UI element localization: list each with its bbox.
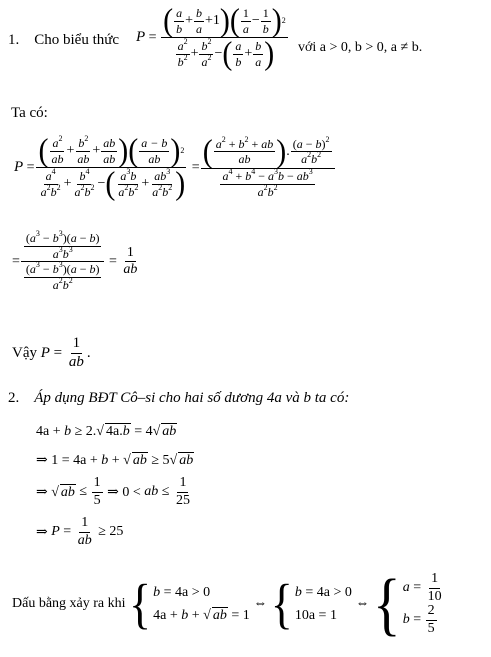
problem-1-condition: với a > 0, b > 0, a ≠ b. (298, 40, 423, 55)
expression-p-definition: P = ( $\frac{a}{b}$ + $\frac{b}{a}$ +1 ) ( $\frac{1}{a}$ − $\frac{1}{b}$ ) 2 $\frac{a^2}{b^2}$ + $\frac{b^2}{a^2}$ − ( $\frac{a}{b}$ + $\frac{b}{a}$ ) (136, 6, 289, 69)
am-gm-line-4: ⇒ P = $\frac{1}{ab}$ ≥ 25 (36, 515, 124, 548)
problem-2-intro: Áp dụng BĐT Cô–si cho hai số dương 4a và b ta có: (34, 390, 350, 406)
am-gm-line-3: ⇒ √ ab ≤ $\frac{1}{5}$ ⇒ 0 < ab ≤ $\frac{1}{25}$ (36, 475, 190, 508)
problem-2-heading (8, 390, 349, 407)
am-gm-line-1: 4a + b ≥ 2.√ 4a.b = 4√ ab (36, 424, 177, 439)
am-gm-line-2: ⇒ 1 = 4a + b + √ ab ≥ 5√ ab (36, 453, 194, 468)
problem-1-intro: Cho biểu thức (34, 32, 120, 48)
conclusion-prefix: Vậy (12, 344, 37, 361)
ta-co-label: Ta có: (11, 105, 48, 121)
problem-1-number: 1. (8, 32, 20, 48)
derivation-step-2: = $\frac{\frac{(a^3 - b^3)(a - b)}{a^3b^3}}{\frac{(a^3 - b^3)(a - b)}{a^2b^2}}$ = $\frac{1}{ab}$ (12, 229, 138, 292)
problem-1-heading (8, 32, 119, 49)
equality-condition: Dấu bằng xảy ra khi { b = 4a > 0 4a + b + √ ab = 1 ⇔ { b = 4a > 0 10a = 1 ⇔ { a = $\frac{1}{10}$ b = $\frac{2}{5}$ (12, 564, 442, 643)
conclusion-part-1: Vậy P = $\frac{1}{ab}$ . (12, 335, 91, 370)
derivation-step-1: P = ( $\frac{a^2}{ab}$ + $\frac{b^2}{ab}$ + $\frac{ab}{ab}$ ) ( $\frac{a - b}{ab}$ ) 2 $\frac{a^4}{a^2b^2}$ + $\frac{b^4}{a^2b^2}$ − ( $\frac{a^3b}{a^2b^2}$ + $\frac{ab^3}{a^2b^2}$ ) = ( $\frac{a^2 + b^2 + ab}{ab}$ ) . $\frac{(a - b)^2}{a^2b^2}$ $\frac{a^4 + b^4 - a^3b - ab^3}{a^2b^2}$ (14, 136, 336, 199)
problem-2-number: 2. (8, 390, 20, 406)
equality-prefix: Dấu bằng xảy ra khi (12, 596, 126, 612)
